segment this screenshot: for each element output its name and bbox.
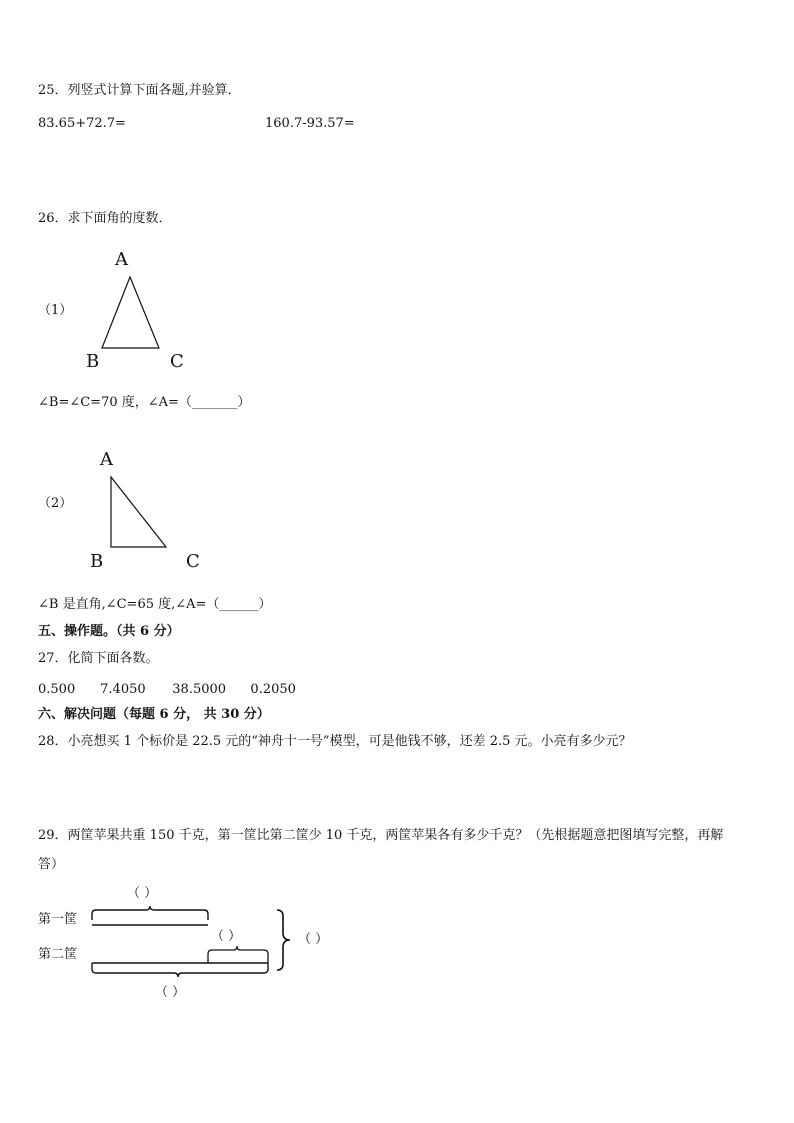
diagram-row1-label: 第一筐 xyxy=(38,912,78,927)
q27-number-2: 7.4050 xyxy=(100,682,146,697)
diagram-blank-top: （ ） xyxy=(127,886,158,901)
diagram-blank-bottom: （ ） xyxy=(155,985,186,1000)
q26-part1-index: （1） xyxy=(38,303,73,318)
q25-expression-2: 160.7-93.57= xyxy=(265,116,355,131)
q26-part2-vertex-b: B xyxy=(90,551,104,572)
q26-part1-vertex-b: B xyxy=(86,351,100,372)
triangle-1 xyxy=(102,277,159,348)
brace-bottom xyxy=(92,963,268,977)
diagram-blank-total: （ ） xyxy=(298,932,329,947)
q25-expression-1: 83.65+72.7= xyxy=(38,116,126,131)
q29-text-line-2: 答） xyxy=(38,857,65,872)
q26-title: 26．求下面角的度数． xyxy=(38,211,172,226)
q26-part2-index: （2） xyxy=(38,496,73,511)
q27-number-4: 0.2050 xyxy=(250,682,296,697)
q27-number-3: 38.5000 xyxy=(172,682,227,697)
difference-bracket xyxy=(208,946,268,963)
q27-number-1: 0.500 xyxy=(38,682,76,697)
q26-part1-vertex-a: A xyxy=(115,249,128,270)
triangle-2 xyxy=(111,477,166,547)
right-curly-brace xyxy=(277,910,290,970)
diagram-row2-label: 第二筐 xyxy=(38,947,78,962)
q26-part2-vertex-a: A xyxy=(100,449,113,470)
q29-text-line-1: 29．两筐苹果共重 150 千克，第一筐比第二筐少 10 千克，两筐苹果各有多少千克？（先根据题意把图填写完整，再解 xyxy=(38,828,724,843)
q26-part2-vertex-c: C xyxy=(186,551,200,572)
section5-heading: 五、操作题。（共 6 分） xyxy=(38,624,180,639)
diagram-blank-difference: （ ） xyxy=(211,929,242,944)
section6-heading: 六、解决问题（每题 6 分， 共 30 分） xyxy=(38,707,270,722)
q26-part2-question: ∠B 是直角,∠C=65 度,∠A=（______） xyxy=(38,597,272,612)
q26-part1-vertex-c: C xyxy=(170,351,184,372)
q26-part1-question: ∠B=∠C=70 度，∠A=（_______） xyxy=(38,395,251,410)
brace-top xyxy=(92,906,208,920)
q27-title: 27．化简下面各数。 xyxy=(38,651,159,666)
q25-title: 25．列竖式计算下面各题,并验算． xyxy=(38,83,241,98)
q28-text: 28．小亮想买 1 个标价是 22.5 元的“神舟十一号”模型，可是他钱不够，还差 2.5 元。小亮有多少元？ xyxy=(38,734,632,749)
